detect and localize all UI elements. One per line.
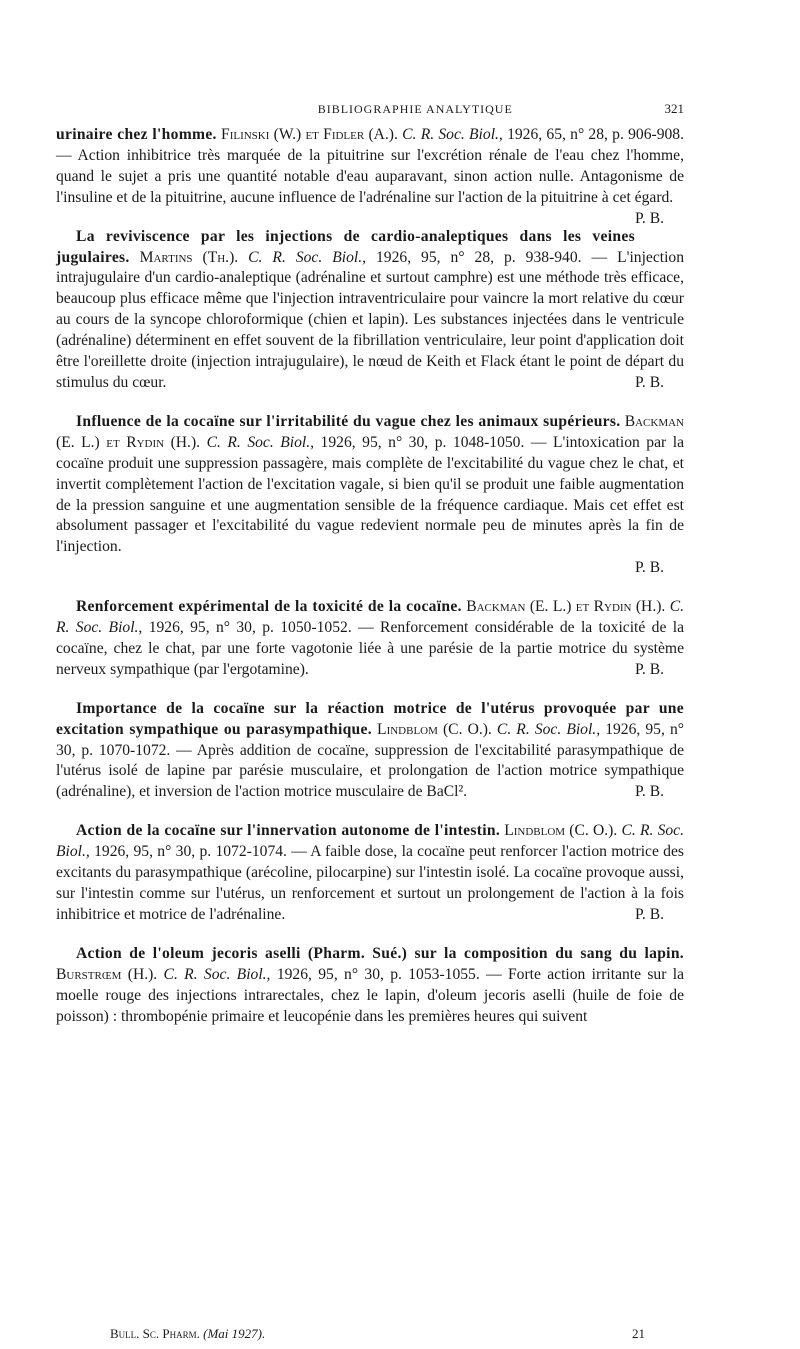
entry-journal: C. R. Soc. Biol., [56,598,684,637]
page-footer [110,1326,645,1342]
entry-authors: Backman (E. L.) et Rydin (H.). [466,598,666,616]
entry-body: — Forte action irritante sur la moelle rouge des injections intrarectales, chez le lapin, d'oleum jecoris aselli (huile de foie de poisson) : thrombopénie primaire et leucopénie dans les premières heures qui suivent [56,965,685,1025]
entry-initials: P. B. [634,783,664,801]
running-head-title: BIBLIOGRAPHIE ANALYTIQUE [317,102,513,116]
entry-importance [56,699,684,804]
entry-authors: Backman (E. L.) et Rydin (H.). [56,412,684,451]
footer-signature-mark: 21 [632,1326,645,1341]
entry-authors: Lindblom (C. O.). [504,822,618,840]
entry-initials: P. B. [634,209,664,227]
entry-authors: Filinski (W.) et Fidler (A.). [221,126,398,143]
entry-initials: P. B. [634,905,664,923]
entry-reference: 1926, 95, n° 30, p. 1050-1052. [148,619,352,637]
footer-publication: Bull. Sc. Pharm. [110,1326,200,1341]
entry-reference: 1926, 95, n° 30, p. 1053-1055. [276,965,480,983]
entry-title: Importance de la cocaïne sur la réaction motrice de l'utérus provoquée par une excitation sympathique ou parasympathique. [56,699,684,738]
entry-title: Influence de la cocaïne sur l'irritabilité du vague chez les animaux supérieurs. [76,412,621,430]
entry-body: — L'injection intrajugulaire d'un cardio-analeptique (adrénaline et surtout camphre) est une méthode très efficace, beaucoup plus efficace même que l'injection intraventriculaire pour vaincre la mort relative du cœur au cours de la syncope chloroformique (chien et lapin). Les substances injectées dans le ventricule (adrénaline) déterminent en effet souvent de la fibrillation ventriculaire, leur point d'application doit être l'oreillette droite (injection intrajugulaire), le nœud de Keith et Flack étant le point de départ du stimulus du cœur. [56,248,685,391]
entry-title: Action de la cocaïne sur l'innervation autonome de l'intestin. [76,822,501,840]
entry-initials: P. B. [634,559,664,577]
entry-initials: P. B. [634,373,664,391]
entry-journal: C. R. Soc. Biol., [206,433,315,451]
entry-influence [56,412,684,579]
entry-journal: C. R. Soc. Biol., [56,822,684,861]
entry-authors: Martins (Th.). [139,248,239,266]
entry-reference: 1926, 95, n° 30, p. 1048-1050. [320,433,525,451]
entry-initials: P. B. [634,660,664,678]
entry-body: — Renforcement considérable de la toxicité de la cocaïne, chez le chat, par une forte vagotonie liée à une parésie de la partie motrice du système nerveux sympathique (par l'ergotamine). [56,619,684,678]
page-body [56,125,684,1045]
page-number: 321 [664,101,684,116]
entry-body: — Action inhibitrice très marquée de la pituitrine sur l'excrétion rénale de l'eau chez l'homme, quand le sujet a pris une quantité notable d'eau auparavant, sinon action nulle. Antagonisme de l'insuline et de la pituitrine, aucune influence de l'adrénaline sur l'action de la pituitrine à cet égard. [56,146,684,206]
running-head [56,101,684,117]
entry-journal: C. R. Soc. Biol., [163,965,271,983]
entry-authors: Burstrœm (H.). [56,965,158,983]
footer-date: (Mai 1927). [203,1326,266,1341]
entry-innervation [56,821,684,926]
entry-reference: 1926, 95, n° 30, p. 1072-1074. [94,843,287,861]
footer-citation [110,1326,265,1342]
entry-body: — Après addition de cocaïne, suppression de l'excitabilité parasympathique de l'utérus isolé de lapine par parésie musculaire, et prolongation de l'action motrice sympathique (adrénaline), et inversion de l'action motrice musculaire de BaCl². [56,741,685,801]
entry-reference: 1926, 95, n° 30, p. 1070-1072. [56,720,684,759]
entry-body: — A faible dose, la cocaïne peut renforcer l'action motrice des excitants du parasympathique (arécoline, pilocarpine) sur l'intestin isolé. La cocaïne provoque aussi, sur l'intestin comme sur l'utérus, un renforcement et surtout un prolongement de l'action à la fois inhibitrice et motrice de l'adrénaline. [56,843,684,923]
entry-reviviscence [56,227,684,394]
entry-title: Action de l'oleum jecoris aselli (Pharm. Sué.) sur la composition du sang du lapin. [76,944,684,962]
entry-reference: 1926, 65, n° 28, p. 906-908. [507,126,684,143]
entry-journal: C. R. Soc. Biol., [402,126,503,143]
entry-journal: C. R. Soc. Biol., [496,720,601,738]
entry-renforcement [56,597,684,681]
entry-title: La reviviscence par les injections de cardio-analeptiques dans les veines jugulaires. [56,227,635,266]
entry-oleum [56,944,684,1028]
entry-journal: C. R. Soc. Biol., [248,248,367,266]
entry-title: Renforcement expérimental de la toxicité de la cocaïne. [76,598,462,616]
entry-title: urinaire chez l'homme. [56,126,217,143]
entry-pituitrine [56,125,684,227]
entry-body: — L'intoxication par la cocaïne produit une suppression passagère, mais complète de l'excitabilité du vague chez le chat, et invertit complètement l'action de l'excitation vagale, si bien qu'il se produit une faible augmentation de la pression sanguine et une augmentation sensible de la fréquence cardiaque. Mais cet effet est absolument passager et l'excitabilité du vague redevient normale peu de minutes après la fin de l'injection. [56,433,684,556]
entry-reference: 1926, 95, n° 28, p. 938-940. [376,248,582,266]
entry-authors: Lindblom (C. O.). [377,720,492,738]
